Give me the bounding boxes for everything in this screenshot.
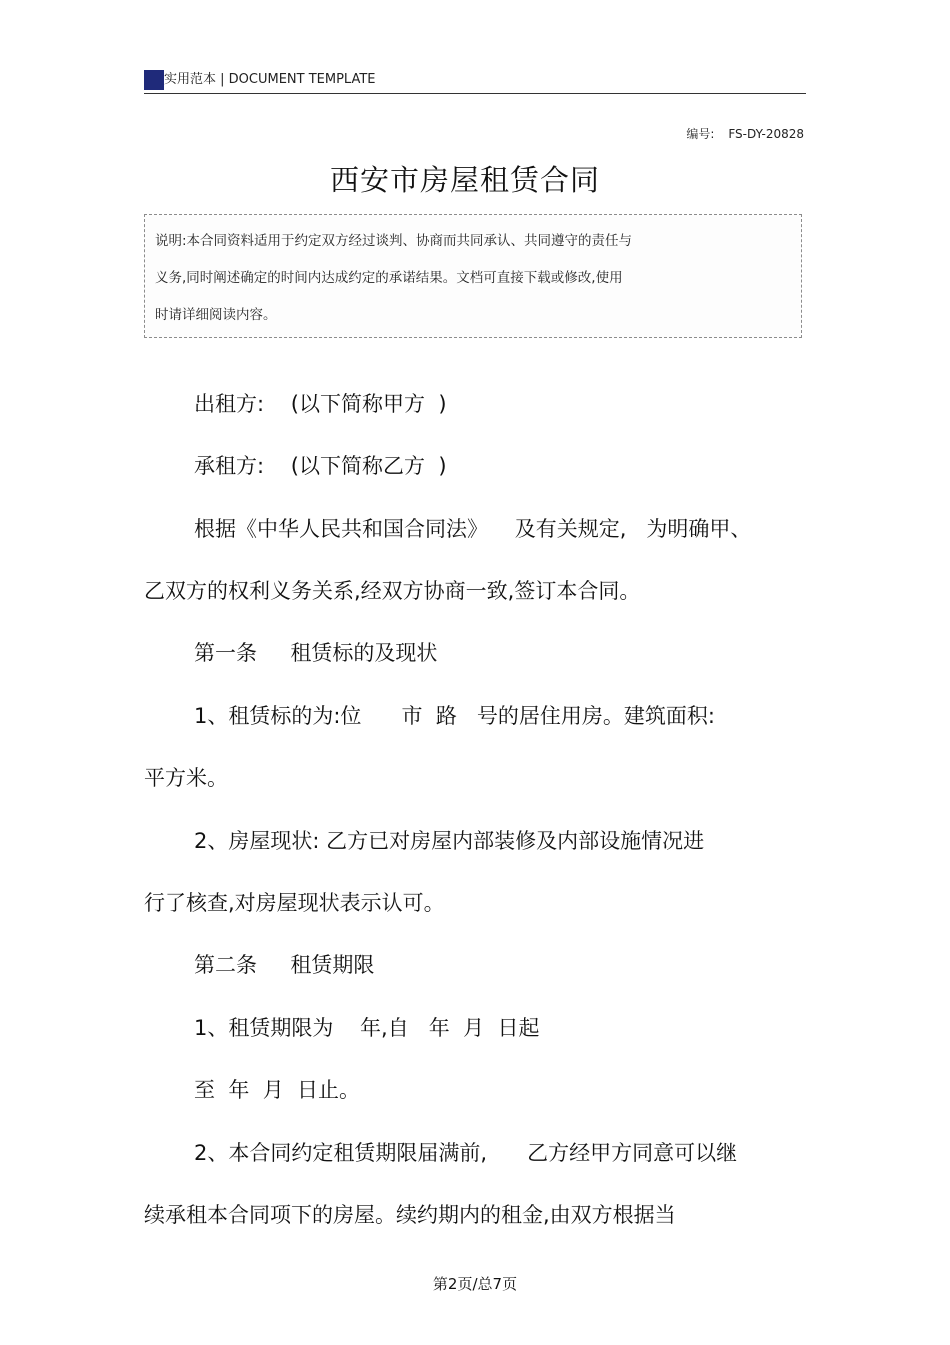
article-heading: 第二条 租赁期限: [194, 953, 375, 977]
header-text: 实用范本 | DOCUMENT TEMPLATE: [164, 72, 376, 87]
article-heading: 第一条 租赁标的及现状: [194, 641, 438, 665]
document-number: [686, 126, 804, 142]
description-line: 说明:本合同资料适用于约定双方经过谈判、协商而共同承认、共同遵守的责任与: [155, 233, 633, 249]
clause-line: 1、租赁标的为:位 市 路 号的居住用房。建筑面积:: [194, 704, 715, 728]
preamble-line: 根据《中华人民共和国合同法》 及有关规定, 为明确甲、: [194, 517, 752, 541]
preamble-line: 乙双方的权利义务关系,经双方协商一致,签订本合同。: [144, 579, 641, 603]
clause-line: 至 年 月 日止。: [194, 1078, 361, 1102]
party-lessee: 承租方: (以下简称乙方 ): [194, 454, 447, 478]
clause-line: 1、租赁期限为 年,自 年 月 日起: [194, 1016, 540, 1040]
logo-block: [144, 70, 164, 90]
clause-line: 平方米。: [144, 766, 228, 790]
clause-line: 2、本合同约定租赁期限届满前, 乙方经甲方同意可以继: [194, 1141, 738, 1165]
document-number-label: 编号:: [686, 127, 715, 141]
description-line: 时请详细阅读内容。: [155, 307, 277, 323]
party-lessor: 出租方: (以下简称甲方 ): [194, 392, 447, 416]
clause-line: 行了核查,对房屋现状表示认可。: [144, 891, 445, 915]
clause-line: 2、房屋现状: 乙方已对房屋内部装修及内部设施情况进: [194, 829, 705, 853]
document-title: 西安市房屋租赁合同: [329, 163, 600, 197]
document-number-value: FS-DY-20828: [728, 127, 804, 141]
description-box: [144, 214, 802, 338]
page-header: [144, 68, 806, 94]
page-footer: 第2页/总7页: [432, 1275, 518, 1293]
clause-line: 续承租本合同项下的房屋。续约期内的租金,由双方根据当: [144, 1203, 676, 1227]
description-line: 义务,同时阐述确定的时间内达成约定的承诺结果。文档可直接下载或修改,使用: [155, 270, 623, 286]
